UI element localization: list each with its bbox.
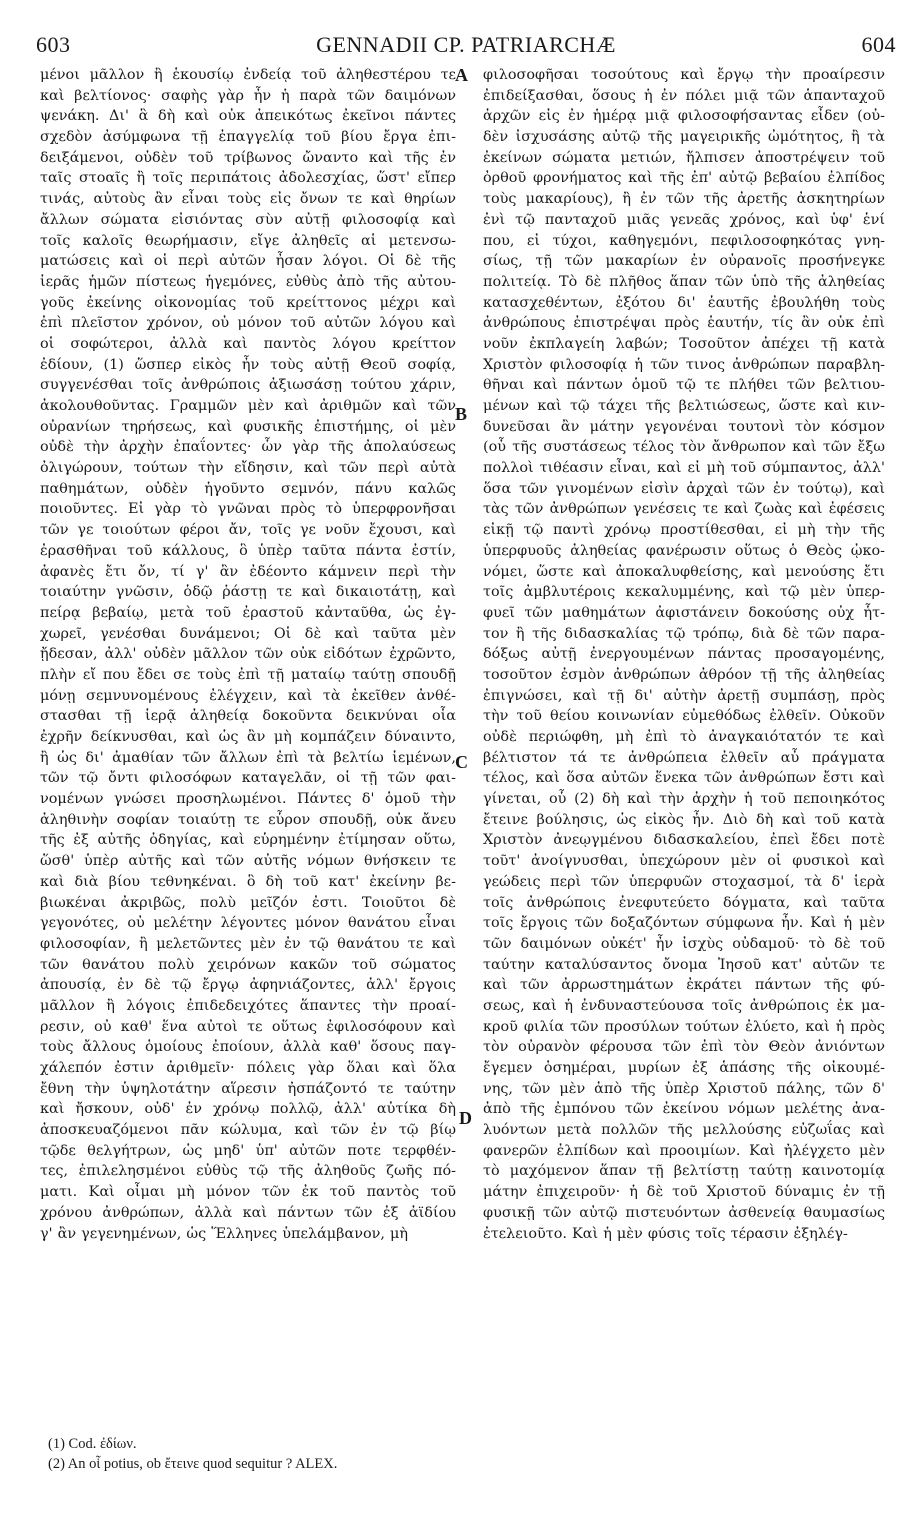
- text-line: οὐδὲ περιώφθη, μὴ ἐπὶ τὸ ἀναγκαιότατόν τε καὶ: [483, 729, 885, 745]
- text-line: ὑπερφυοῦς ἀληθείας φανέρωσιν οὕτως ὁ Θεὸς ᾠκο-: [483, 542, 885, 559]
- text-line: σεως, καὶ ἡ ἐνδυναστεύουσα τοῖς ἀνθρώποις ἐκ μα-: [483, 997, 885, 1014]
- text-line: ἀπὸ τῆς ἐμπόνου τῶν ἐκείνου νόμων μελέτης ἀνα-: [483, 1101, 885, 1118]
- text-line: βιωκέναι ἀκριβῶς, πολὺ μεῖζόν ἐστι. Τοιοῦτοι δὲ: [40, 894, 456, 911]
- running-title: GENNADII CP. PATRIARCHÆ: [316, 32, 616, 57]
- text-line: τὰς τῶν ἀνθρώπων γενέσεις τε καὶ ζωὰς καὶ ἐφέσεις: [483, 501, 885, 518]
- text-line: τῷδε θελγήτρων, ὡς μηδ' ὑπ' αὐτῶν ποτε τερφθέν-: [40, 1142, 456, 1159]
- text-line: τον ἢ τῆς διδασκαλίας τῷ τρόπῳ, διὰ δὲ τῶν παρα-: [483, 625, 885, 642]
- text-line: τῶν γε τοιούτων φέροι ἄν, τοῖς γε νοῦν ἔχουσι, καὶ: [40, 522, 456, 539]
- text-line: ἐχρῆν δείκνυσθαι, καὶ ὡς ἂν μὴ κομπάζειν δύναιντο,: [40, 729, 456, 745]
- text-line: συγγενέσθαι τοῖς ἀνθρώποις ἀξιωσάσῃ τούτου χάριν,: [40, 377, 456, 394]
- text-line: ἄλλων σώματα εἰσιόντας σὺν αὐτῇ φιλοσοφίᾳ καὶ: [40, 211, 456, 228]
- text-line: γεώδεις περὶ τῶν ὑπερφυῶν στοχασμοί, τὰ δ' ἱερὰ: [483, 873, 885, 890]
- text-line: ταύτην καταλύσαντος ὄνομα Ἰησοῦ κατ' αὐτῶν τε: [483, 956, 885, 973]
- text-line: τοῖς ἀμβλυτέροις κεκαλυμμένης, καὶ τῷ μὲν ὑπερ-: [483, 584, 885, 601]
- text-line: ἐπιδείξασθαι, ὅσους ἡ ἐν πόλει μιᾷ τῶν ἁπανταχοῦ: [483, 87, 885, 104]
- footnote-2: (2) An οἷ potius, ob ἔτεινε quod sequitur ? ALEX.: [48, 1456, 338, 1472]
- running-header: [36, 30, 896, 60]
- text-line: ἀποσκευαζόμενοι πᾶν κώλυμα, καὶ τῶν ἐν τῷ βίῳ: [40, 1122, 456, 1139]
- text-line: ὀρθοῦ φρονήματος καὶ τῆς ἐπ' αὐτῷ βεβαίου ἐλπίδος: [483, 170, 885, 187]
- text-line: οἱ σοφώτεροι, ἀλλὰ καὶ παντὸς λόγου κρείττον: [40, 335, 456, 352]
- text-line: ἀληθινὴν σοφίαν τοιαύτῃ τε εὗρον σπουδῇ, οὐκ ἄνευ: [40, 811, 456, 828]
- text-line: ποιοῦντες. Εἰ γὰρ τὸ γνῶναι πρὸς τὸ ὑπερφρονῆσαι: [40, 501, 456, 518]
- footnote-1: (1) Cod. ἐδίων.: [48, 1436, 137, 1452]
- text-line: μάτην ἐπιχειροῦν· ἡ δὲ τοῦ Χριστοῦ δύναμις ἐν τῇ: [483, 1184, 885, 1201]
- text-line: τοὺς ἄλλους ὁμοίους ἐποίουν, ἀλλὰ καθ' ὅσους παγ-: [40, 1039, 456, 1056]
- text-line: Χριστὸν ἀνεῳγμένου διδασκαλείου, ἐπεὶ ἔδει ποτὲ: [483, 832, 885, 849]
- text-line: στασθαι τῇ ἱερᾷ ἀληθείᾳ δοκοῦντα δεικνύναι οἷα: [40, 708, 456, 725]
- text-line: καὶ βελτίονος· σαφὴς γὰρ ἦν ἡ παρὰ τῶν δαιμόνων: [40, 87, 456, 104]
- text-line: γ' ἂν γεγενημένων, ὡς Ἕλληνες ὑπελάμβανον, μὴ: [40, 1225, 408, 1242]
- text-line: τοσοῦτον ἐσμὸν ἀνθρώπων ἀθρόον τῇ τῆς ἀληθείας: [483, 666, 885, 683]
- text-line: πλὴν εἴ που ἔδει σε τοὺς ἐπὶ τῇ ματαίῳ ταύτῃ σπουδῇ: [40, 666, 456, 683]
- footnotes: [48, 1434, 337, 1474]
- text-line: ταῖς στοαῖς ἢ τοῖς περιπάτοις ἀδολεσχίας, ὥστ' εἴπερ: [40, 170, 456, 187]
- text-line: τες, ἐπιλελησμένοι εὐθὺς τῷ τῆς ἀληθοῦς ζωῆς πό-: [40, 1163, 456, 1180]
- margin-marker-c: C: [455, 752, 468, 772]
- text-line: τῶν τῷ ὄντι φιλοσόφων καταγελᾶν, οἱ τῇ τῶν φαι-: [40, 770, 456, 787]
- margin-marker-b: B: [455, 404, 468, 424]
- text-line: φιλοσοφῆσαι τοσούτους καὶ ἔργῳ τὴν προαίρεσιν: [483, 67, 885, 83]
- text-line: μένων καὶ τῷ τάχει τῆς βελτιώσεως, ὥστε καὶ κιν-: [483, 398, 885, 414]
- text-line: ἢ ὡς δι' ἀμαθίαν τῶν ἄλλων ἐπὶ τὰ βελτίω ἱεμένων,: [40, 749, 456, 766]
- text-line: τῶν δαιμόνων οὐκέτ' ἦν ἰσχὺς οὐδαμοῦ· τὸ δὲ τοῦ: [483, 935, 885, 952]
- text-line: πείρᾳ βεβαίῳ, μετὰ τοῦ ἐραστοῦ κἀνταῦθα, ὡς ἐγ-: [40, 604, 456, 621]
- text-line: ἐπιγνώσει, καὶ τῇ δι' αὐτὴν ἀρετῇ συμπάσῃ, πρὸς: [483, 687, 885, 704]
- text-line: νόμει, ὥστε καὶ ἀποκαλυφθείσης, καὶ μενούσης ἔτι: [483, 563, 885, 580]
- text-line: τὸν οὐρανὸν φέρουσα τῶν ἐπὶ τὸν Θεὸν ἀνιόντων: [483, 1039, 885, 1056]
- text-line: ματώσεις καὶ οἱ περὶ αὐτῶν ἦσαν λόγοι. Οἱ δὲ τῆς: [40, 253, 456, 270]
- right-column: [483, 65, 885, 1244]
- text-line: παθημάτων, οὐδὲν ἡγοῦντο σεμνόν, πάνυ καλῶς: [40, 480, 456, 497]
- text-line: νης, τῶν μὲν ἀπὸ τῆς ὑπὲρ Χριστοῦ πάλης, τῶν δ': [483, 1080, 885, 1097]
- text-line: καὶ τῶν ἀρρωστημάτων ἐκράτει πάντων τῆς φύ-: [483, 977, 885, 994]
- text-line: δειξάμενοι, οὐδὲν τοῦ τρίβωνος ὤναντο καὶ τῆς ἐν: [40, 149, 456, 166]
- text-line: νομένων γνώσει προσηλωμένοι. Πάντες δ' ὁμοῦ τὴν: [40, 791, 456, 808]
- text-line: κατασχεθέντων, ἐξότου δι' ἑαυτῆς ἐβουλήθη τοὺς: [483, 294, 885, 311]
- page-number-left: 603: [36, 32, 71, 57]
- text-line: ἔθνη τὴν ὑψηλοτάτην αἵρεσιν ἠσπάζοντό τε ταύτην: [40, 1080, 456, 1097]
- text-line: γεγονότες, οὐ μελέτην λέγοντες μόνον θανάτου εἶναι: [40, 915, 456, 932]
- text-line: ἐτελειοῦτο. Καὶ ἡ μὲν φύσις τοῖς τέρασιν ἐξηλέγ-: [483, 1225, 848, 1242]
- text-line: λυόντων μετὰ πολλῶν τῆς μελλούσης εὐζωΐας καὶ: [483, 1122, 885, 1139]
- text-line: (οὗ τῆς συστάσεως τέλος τὸν ἄνθρωπον καὶ τῶν ἔξω: [483, 439, 885, 456]
- text-line: μόνῃ σεμνυνομένους ἐλέγχειν, καὶ τὰ ἐκεῖθεν ἀνθέ-: [40, 687, 456, 704]
- text-line: κροῦ φιλία τῶν προσύλων τούτων ἐλύετο, καὶ ἡ πρὸς: [483, 1018, 885, 1035]
- text-line: ὀλιγώρουν, τούτων τὴν εἴδησιν, καὶ τῶν περὶ αὐτὰ: [40, 460, 456, 477]
- text-line: ἀρχῶν εἰς ἐν ἡμέρᾳ μιᾷ φιλοσοφήσαντας εἶδεν (οὐ-: [483, 108, 885, 125]
- text-line: ὅσα τῶν γινομένων εἰσὶν ἀρχαὶ τῶν ἐν τούτῳ), καὶ: [483, 480, 885, 497]
- text-line: τοῖς ἔργοις τῶν δοξαζόντων σύμφωνα ἦν. Καὶ ἡ μὲν: [483, 915, 885, 932]
- text-line: ἐπὶ πλεῖστον χρόνον, οὐ μόνον τοῦ αὐτῶν λόγου καὶ: [40, 315, 456, 332]
- text-line: ἀφανὲς ἔτι ὄν, τί γ' ἂν ἐδέοντο κάμνειν περὶ τὴν: [40, 563, 456, 580]
- text-line: τὸ μαχόμενον ἅπαν τῇ βελτίστῃ ταύτῃ καινοτομίᾳ: [483, 1163, 885, 1180]
- text-line: καὶ διὰ βίου τεθνηκέναι. ὃ δὴ τοῦ κατ' ἐκείνην βε-: [40, 873, 456, 890]
- text-line: Χριστὸν φιλοσοφίᾳ ἡ τῶν τινος ἀνθρώπων παραβλη-: [483, 356, 885, 373]
- text-line: χάλεπόν ἐστιν ἀριθμεῖν· πόλεις γὰρ ὅλαι καὶ ὅλα: [40, 1060, 456, 1076]
- text-line: ματι. Καὶ οἶμαι μὴ μόνον τῶν ἐκ τοῦ παντὸς τοῦ: [40, 1184, 456, 1201]
- text-line: τοῦτ' ἀνοίγνυσθαι, ὑπεχώρουν μὲν οἱ φυσικοὶ καὶ: [483, 853, 885, 870]
- text-line: εἰκῇ τῷ παντὶ χρόνῳ προστίθεσθαι, εἰ μὴ τὴν τῆς: [483, 522, 885, 539]
- text-line: ὥσθ' ὑπὲρ αὐτῆς καὶ τῶν αὐτῆς νόμων θνήσκειν τε: [40, 853, 456, 870]
- left-column: [40, 65, 456, 1244]
- text-line: βέλτιστον τά τε ἀνθρώπεια ἐλθεῖν αὖ πράγματα: [483, 749, 885, 766]
- text-line: τέλος, καὶ ὅσα αὐτῶν ἕνεκα τῶν ἀνθρώπων ἔστι καὶ: [483, 770, 885, 787]
- text-line: φυσικῇ τῶν αὐτῷ πιστευόντων ἀσθενείᾳ θαυμασίως: [483, 1204, 885, 1221]
- margin-marker-a: A: [455, 65, 468, 85]
- text-line: τὴν τοῦ θείου κοινωνίαν εὐμεθόδως ἐλθεῖν. Οὐκοῦν: [483, 708, 885, 725]
- text-line: νοῦν ἐκπλαγείη λαβών; Τοσοῦτον ἀπέχει τῇ κατὰ: [483, 335, 885, 352]
- text-line: ψενάκη. Δι' ἃ δὴ καὶ οὐκ ἀπεικότως ἐκεῖνοι πάντες: [40, 108, 456, 125]
- text-line: τοῖς καλοῖς θεωρήμασιν, εἴγε ἀληθεῖς αἱ μετενσω-: [40, 232, 456, 249]
- text-line: τινάς, αὐτοὺς ἂν εἶναι τοὺς εἰς ὄνων τε καὶ θηρίων: [40, 191, 456, 208]
- text-line: ἐρασθῆναι τοῦ κάλλους, ὃ ὑπὲρ ταῦτα πάντα ἐστίν,: [40, 542, 456, 559]
- text-line: ἱερᾶς ἡμῶν πίστεως ἡγεμόνες, εὐθὺς ἀπὸ τῆς αὐτου-: [40, 273, 456, 290]
- text-line: γίνεται, οὗ (2) δὴ καὶ τὴν ἀρχὴν ἡ τοῦ πεποιηκότος: [483, 791, 885, 808]
- text-line: ρεσιν, οὐ καθ' ἕνα αὐτοὶ τε οὕτως ἐφιλοσόφουν καὶ: [40, 1018, 456, 1035]
- text-line: σχεδὸν ἀσύμφωνα τῇ ἐπαγγελίᾳ τοῦ βίου ἔργα ἐπι-: [40, 129, 456, 146]
- text-line: φανερῶν ἐλπίδων καὶ προοιμίων. Καὶ ἠλέγχετο μὲν: [483, 1142, 885, 1159]
- text-line: τοὺς μακαρίους), ἢ ἐν τῶν τῆς ἀρετῆς ἀσκητηρίων: [483, 191, 885, 208]
- text-line: σίως, τῇ τῶν μακαρίων ἐν οὐρανοῖς προσήνεγκε: [483, 253, 885, 270]
- text-line: που, εἰ τύχοι, καθηγεμόνι, πεφιλοσοφηκότας γνη-: [483, 232, 885, 249]
- text-line: ἐνὶ τῷ πανταχοῦ μιᾶς γενεᾶς χρόνος, καὶ ὑφ' ἑνί: [483, 211, 885, 228]
- text-line: φυεῖ τῶν μαθημάτων ἀφιστάνειν δοκούσης οὐχ ἧτ-: [483, 604, 885, 621]
- margin-marker-d: D: [459, 1108, 472, 1128]
- text-line: δὲν ἰσχυσάσης αὐτῷ τῆς μαγειρικῆς ὠμότητος, ἢ τὰ: [483, 129, 885, 146]
- text-line: ἔγεμεν ὁσημέραι, μυρίων ἐξ ἁπάσης τῆς οἰκουμέ-: [483, 1060, 885, 1076]
- text-line: τῶν θανάτου πολὺ χειρόνων κακῶν τοῦ σώματος: [40, 956, 456, 973]
- text-line: μένοι μᾶλλον ἢ ἑκουσίῳ ἐνδείᾳ τοῦ ἀληθεστέρου τε: [40, 67, 456, 83]
- text-line: πολλοὶ τιθέασιν εἶναι, καὶ εἰ μὴ τοῦ σύμπαντος, ἀλλ': [483, 460, 885, 477]
- text-line: μᾶλλον ἢ λόγοις ἐπιδεδειχότες ἅπαντες τὴν προαί-: [40, 997, 456, 1014]
- text-line: οὐδὲ τὴν ἀρχὴν ἐπαΐοντες· ὧν γὰρ τῆς ἀπολαύσεως: [40, 439, 456, 456]
- text-line: δόξως αὐτῇ ἐνεργουμένων πάντας προσαγομένης,: [483, 646, 885, 663]
- text-line: τῆς ἐξ αὐτῆς ὁδηγίας, καὶ εὑρημένην ἐτίμησαν οὕτω,: [40, 832, 456, 849]
- text-line: ἐδίουν, (1) ὥσπερ εἰκὸς ἦν τοὺς αὐτῇ Θεοῦ σοφίᾳ,: [40, 356, 456, 373]
- text-line: τοῖς ἀνθρώποις ἐνεφυτεύετο δόγματα, καὶ ταῦτα: [483, 894, 885, 911]
- text-line: τοιαύτην γνῶσιν, ὁδῷ ῥάστῃ τε καὶ δικαιοτάτῃ, καὶ: [40, 584, 456, 601]
- text-line: φιλοσοφίαν, ἢ μελετῶντες μὲν ἐν τῷ θανάτου τε καὶ: [40, 935, 456, 952]
- text-line: χρόνου ἀνθρώπων, ἀλλὰ καὶ πάντων τῶν ἐξ ἀϊδίου: [40, 1204, 456, 1221]
- text-line: θῆναι καὶ πάντων ὁμοῦ τῷ τε πλήθει τῶν βελτιου-: [483, 377, 885, 394]
- text-line: γοῦς ἐκείνης οἰκονομίας τοῦ κρείττονος μέχρι καὶ: [40, 294, 456, 311]
- text-line: καὶ ἤσκουν, οὐδ' ἐν χρόνῳ πολλῷ, ἀλλ' αὐτίκα δὴ: [40, 1101, 456, 1118]
- text-line: δυνεῦσαι ἂν μάτην γεγονέναι τουτονὶ τὸν κόσμον: [483, 418, 885, 435]
- text-line: ἔτεινε βούλησις, ὡς εἰκὸς ἦν. Διὸ δὴ καὶ τοῦ κατὰ: [483, 811, 885, 828]
- text-line: ἀνθρώπους ἐπιστρέψαι πρὸς ἑαυτήν, τίς ἂν οὐκ ἐπὶ: [483, 315, 885, 332]
- text-line: ἀκολουθοῦντας. Γραμμῶν μὲν καὶ ἀριθμῶν καὶ τῶν: [40, 398, 456, 414]
- page-number-right: 604: [861, 32, 896, 57]
- text-line: ἀπουσίᾳ, ἐν δὲ τῷ ἔργῳ ἀφηνιάζοντες, ἀλλ' ἔργοις: [40, 977, 456, 994]
- text-line: πολιτείᾳ. Τὸ δὲ πλῆθος ἅπαν τῶν ὑπὸ τῆς ἀληθείας: [483, 273, 885, 290]
- text-line: οὐρανίων τηρήσεως, καὶ φυσικῆς ἐπιστήμης, οἱ μὲν: [40, 418, 456, 435]
- text-line: ᾔδεσαν, ἀλλ' οὐδὲν μᾶλλον τῶν οὐκ εἰδότων ἐχρῶντο,: [40, 646, 456, 663]
- text-line: χωρεῖ, γενέσθαι δυνάμενοι; Οἱ δὲ καὶ ταῦτα μὲν: [40, 625, 456, 642]
- text-line: ἐκείνων σώματα μετιών, ἤλπισεν ἀποστρέψειν τοῦ: [483, 149, 885, 166]
